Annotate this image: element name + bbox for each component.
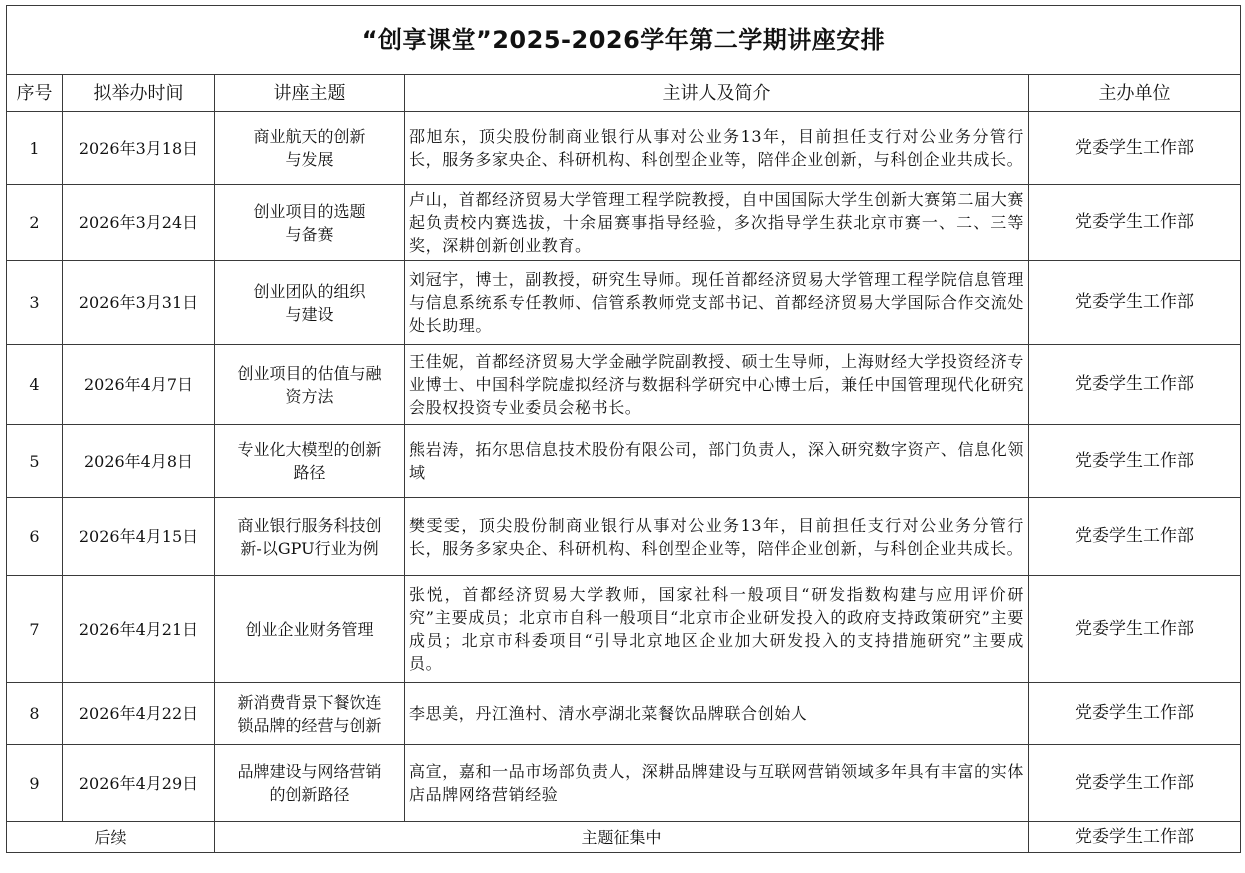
header-topic: 讲座主题 (215, 75, 405, 112)
table-row (7, 498, 1241, 576)
table-row (7, 683, 1241, 745)
table-row (7, 112, 1241, 185)
lecture-topic (215, 112, 405, 185)
host-unit: 党委学生工作部 (1029, 345, 1241, 425)
lecture-topic-line: 创业企业财务管理 (245, 619, 374, 639)
lecture-topic (215, 425, 405, 498)
speaker-intro: 张悦，首都经济贸易大学教师，国家社科一般项目“研发指数构建与应用评价研究”主要成员；北京市自科一般项目“北京市企业研发投入的政府支持政策研究”主要成员；北京市科委项目“引导北京地区企业加大研发投入的支持措施研究”主要成员。 (405, 576, 1029, 683)
host-unit: 党委学生工作部 (1029, 112, 1241, 185)
lecture-topic-line: 专业化大模型的创新 (237, 440, 382, 459)
title-row (7, 6, 1241, 75)
footer-label: 后续 (7, 822, 215, 853)
speaker-intro: 樊雯雯，顶尖股份制商业银行从事对公业务13年，目前担任支行对公业务分管行长，服务多家央企、科研机构、科创型企业等，陪伴企业创新，与科创企业共成长。 (405, 498, 1029, 576)
lecture-topic-line: 商业航天的创新 (253, 127, 366, 146)
table-row (7, 576, 1241, 683)
speaker-intro: 熊岩涛，拓尔思信息技术股份有限公司，部门负责人，深入研究数字资产、信息化领域 (405, 425, 1029, 498)
lecture-topic-line: 品牌建设与网络营销 (237, 762, 382, 781)
lecture-topic (215, 745, 405, 822)
table-body (7, 112, 1241, 822)
footer-topic: 主题征集中 (215, 822, 1029, 853)
row-number: 9 (7, 745, 63, 822)
host-unit: 党委学生工作部 (1029, 425, 1241, 498)
lecture-topic-line: 的创新路径 (269, 785, 350, 804)
lecture-schedule-sheet (6, 5, 1240, 853)
header-row (7, 75, 1241, 112)
lecture-topic-line: 与建设 (285, 304, 334, 324)
row-number: 5 (7, 425, 63, 498)
lecture-topic-line: 路径 (293, 463, 326, 482)
host-unit: 党委学生工作部 (1029, 683, 1241, 745)
table-row (7, 425, 1241, 498)
footer-row (7, 822, 1241, 853)
lecture-date: 2026年3月24日 (63, 185, 215, 261)
lecture-date: 2026年3月18日 (63, 112, 215, 185)
table-row (7, 185, 1241, 261)
lecture-date: 2026年4月7日 (63, 345, 215, 425)
lecture-topic-line: 锁品牌的经营与创新 (237, 715, 382, 735)
speaker-intro: 卢山，首都经济贸易大学管理工程学院教授，自中国国际大学生创新大赛第二届大赛起负责校内赛选拔，十余届赛事指导经验，多次指导学生获北京市赛一、二、三等奖，深耕创新创业教育。 (405, 185, 1029, 261)
host-unit: 党委学生工作部 (1029, 261, 1241, 345)
row-number: 3 (7, 261, 63, 345)
lecture-date: 2026年4月8日 (63, 425, 215, 498)
header-time: 拟举办时间 (63, 75, 215, 112)
host-unit: 党委学生工作部 (1029, 498, 1241, 576)
lecture-topic-line: 创业项目的选题 (253, 201, 366, 221)
lecture-date: 2026年3月31日 (63, 261, 215, 345)
lecture-topic (215, 498, 405, 576)
row-number: 7 (7, 576, 63, 683)
speaker-intro: 王佳妮，首都经济贸易大学金融学院副教授、硕士生导师，上海财经大学投资经济专业博士、中国科学院虚拟经济与数据科学研究中心博士后，兼任中国管理现代化研究会股权投资专业委员会秘书长。 (405, 345, 1029, 425)
row-number: 1 (7, 112, 63, 185)
header-no: 序号 (7, 75, 63, 112)
row-number: 2 (7, 185, 63, 261)
lecture-topic-line: 与备赛 (285, 224, 334, 244)
lecture-schedule-table (6, 5, 1241, 853)
lecture-topic-line: 新-以GPU行业为例 (240, 538, 379, 558)
lecture-topic (215, 261, 405, 345)
host-unit: 党委学生工作部 (1029, 576, 1241, 683)
lecture-date: 2026年4月22日 (63, 683, 215, 745)
speaker-intro: 刘冠宇，博士，副教授，研究生导师。现任首都经济贸易大学管理工程学院信息管理与信息系统系专任教师、信管系教师党支部书记、首都经济贸易大学国际合作交流处处长助理。 (405, 261, 1029, 345)
speaker-intro: 李思美，丹江渔村、清水亭湖北菜餐饮品牌联合创始人 (405, 683, 1029, 745)
lecture-topic (215, 683, 405, 745)
lecture-topic-line: 创业团队的组织 (253, 281, 366, 301)
host-unit: 党委学生工作部 (1029, 185, 1241, 261)
lecture-topic-line: 创业项目的估值与融 (237, 363, 382, 383)
row-number: 6 (7, 498, 63, 576)
row-number: 4 (7, 345, 63, 425)
lecture-topic (215, 185, 405, 261)
lecture-date: 2026年4月29日 (63, 745, 215, 822)
header-speaker: 主讲人及简介 (405, 75, 1029, 112)
host-unit: 党委学生工作部 (1029, 745, 1241, 822)
lecture-date: 2026年4月21日 (63, 576, 215, 683)
lecture-topic-line: 资方法 (285, 386, 334, 406)
lecture-topic-line: 新消费背景下餐饮连 (237, 692, 382, 712)
table-row (7, 261, 1241, 345)
lecture-topic-line: 商业银行服务科技创 (237, 515, 382, 535)
table-row (7, 745, 1241, 822)
lecture-date: 2026年4月15日 (63, 498, 215, 576)
row-number: 8 (7, 683, 63, 745)
footer-unit: 党委学生工作部 (1029, 822, 1241, 853)
page-title: “创享课堂”2025-2026学年第二学期讲座安排 (7, 6, 1241, 75)
table-row (7, 345, 1241, 425)
header-unit: 主办单位 (1029, 75, 1241, 112)
lecture-topic (215, 345, 405, 425)
speaker-intro: 高宣，嘉和一品市场部负责人，深耕品牌建设与互联网营销领域多年具有丰富的实体店品牌网络营销经验 (405, 745, 1029, 822)
lecture-topic-line: 与发展 (285, 150, 334, 169)
lecture-topic (215, 576, 405, 683)
speaker-intro: 邵旭东，顶尖股份制商业银行从事对公业务13年，目前担任支行对公业务分管行长，服务多家央企、科研机构、科创型企业等，陪伴企业创新，与科创企业共成长。 (405, 112, 1029, 185)
